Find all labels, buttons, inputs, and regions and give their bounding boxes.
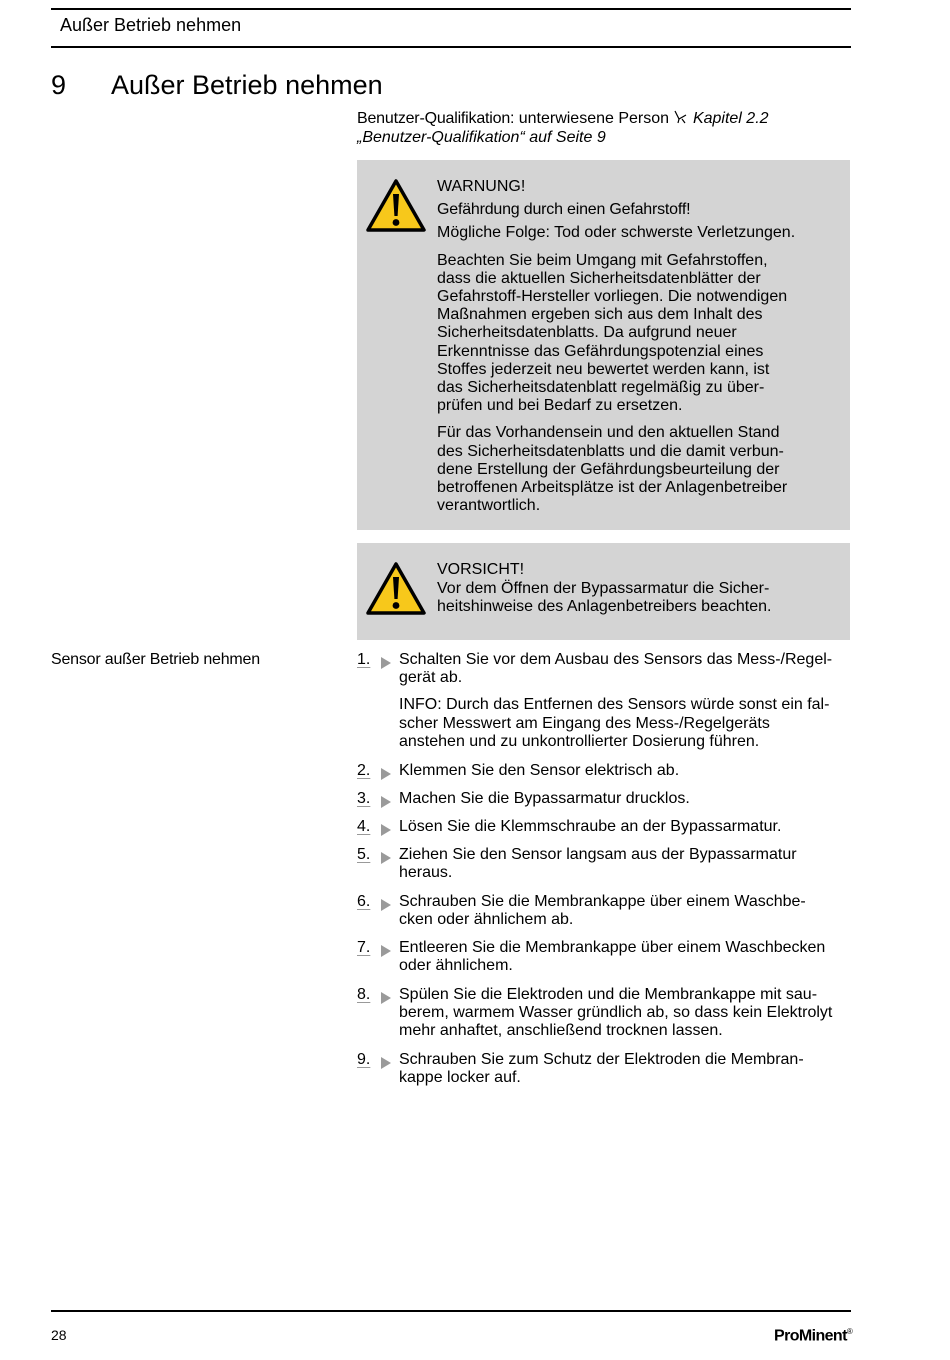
step-text: Entleeren Sie die Membrankappe über einem Waschbecken (399, 939, 826, 956)
header-top-rule (51, 8, 851, 10)
warning-triangle-icon (365, 561, 427, 617)
step-number: 4. (357, 818, 371, 835)
step-number: 9. (357, 1051, 371, 1068)
chapter-title: Außer Betrieb nehmen (111, 70, 383, 100)
step-text: Klemmen Sie den Sensor elektrisch ab. (399, 762, 680, 779)
step-number: 5. (357, 846, 371, 863)
footer-rule (51, 1310, 851, 1312)
info-label: INFO: (399, 696, 442, 714)
step-number: 6. (357, 893, 371, 910)
chapter-number: 9 (51, 70, 67, 100)
warning-signal-word: WARNUNG! (437, 178, 526, 195)
step-number: 2. (357, 762, 371, 779)
step-text: Ziehen Sie den Sensor langsam aus der Bypassarmatur (399, 846, 797, 863)
step-number: 8. (357, 986, 371, 1003)
header-bottom-rule (51, 46, 851, 48)
step-text: Machen Sie die Bypassarmatur drucklos. (399, 790, 690, 807)
caution-signal-word: VORSICHT! (437, 561, 525, 578)
warning-triangle-icon (365, 178, 427, 234)
step-arrow-icon (381, 899, 391, 911)
step-text: Lösen Sie die Klemmschraube an der Bypassarmatur. (399, 818, 782, 835)
caution-notice (357, 543, 850, 640)
page-number: 28 (51, 1327, 67, 1343)
warning-paragraph-2: Für das Vorhandensein und den aktuellen Stand des Sicherheitsdatenblatts und die damit verbun- dene Erstellung der Gefährdungsbeurteilung der betroffenen Arbeitsplätze ist der Anlagenbetreiber verantwortlich. (437, 424, 788, 515)
step-number: 1. (357, 651, 371, 668)
warning-notice (357, 160, 850, 530)
warning-hazard: Gefährdung durch einen Gefahrstoff! (437, 201, 691, 219)
qualification-value: unterwiesene Person (518, 110, 670, 127)
step-arrow-icon (381, 824, 391, 836)
caution-line-2: heitshinweise des Anlagenbetreibers beachten. (437, 598, 772, 616)
step-text: Schrauben Sie die Membrankappe über einem Waschbe- (399, 893, 806, 910)
step-text: Schalten Sie vor dem Ausbau des Sensors das Mess-/Regel- (399, 651, 833, 668)
chapter-reference-link[interactable]: Kapitel 2.2 „Benutzer-Qualifikation“ auf Seite 9 (357, 110, 769, 146)
section-label: Sensor außer Betrieb nehmen (51, 651, 260, 668)
running-header-title: Außer Betrieb nehmen (60, 15, 242, 35)
qualification-label: Benutzer-Qualifikation: (357, 110, 515, 127)
warning-consequence: Mögliche Folge: Tod oder schwerste Verletzungen. (437, 224, 796, 242)
step-number: 7. (357, 939, 371, 956)
step-arrow-icon (381, 1057, 391, 1069)
step-arrow-icon (381, 768, 391, 780)
prominent-logo: ProMinent® (774, 1327, 853, 1345)
step-text: Schrauben Sie zum Schutz der Elektroden die Membran- (399, 1051, 804, 1068)
step-number: 3. (357, 790, 371, 807)
step-arrow-icon (381, 796, 391, 808)
step-text: Spülen Sie die Elektroden und die Membrankappe mit sau- (399, 986, 818, 1003)
warning-paragraph-1: Beachten Sie beim Umgang mit Gefahrstoffen, dass die aktuellen Sicherheitsdatenblätter der Gefahrstoff-Hersteller vorliegen. Die notwendigen Maßnahmen ergeben sich aus dem Inhalt des Sicherheitsdatenblatts. Da aufgrund neuer Erkenntnisse das Gefährdungspotenzial eines Stoffes jederzeit neu bewertet werden kann, ist das Sicherheitsdatenblatt regelmäßig zu über- prüfen und bei Bedarf zu ersetzen. (437, 251, 788, 415)
step-arrow-icon (381, 852, 391, 864)
step-info: INFO: Durch das Entfernen des Sensors würde sonst ein fal- (399, 696, 830, 714)
arrow-reference-icon (673, 110, 692, 127)
user-qualification (357, 110, 817, 147)
step-arrow-icon (381, 992, 391, 1004)
step-arrow-icon (381, 657, 391, 669)
caution-line-1: Vor dem Öffnen der Bypassarmatur die Sicher- (437, 580, 770, 598)
step-arrow-icon (381, 945, 391, 957)
